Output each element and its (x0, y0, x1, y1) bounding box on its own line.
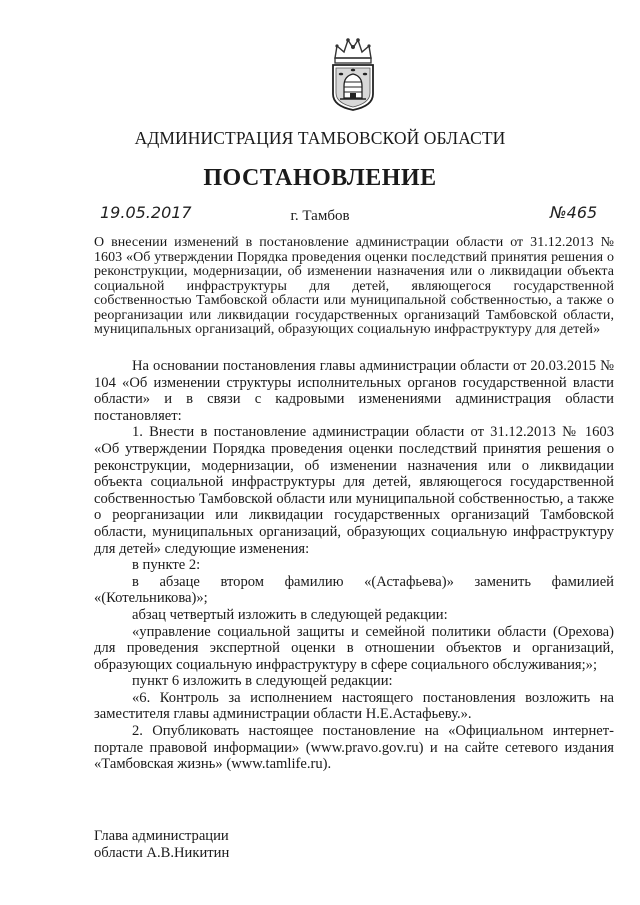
body-paragraph: На основании постановления главы администрации области от 20.03.2015 № 104 «Об изменении структуры исполнительных органов государственной власти области» и в связи с кадровыми изменениями администрация области постановляет: (94, 358, 614, 424)
document-subject (94, 236, 614, 338)
signature-name: области А.В.Никитин (94, 845, 230, 861)
tambov-coat-of-arms-emblem (327, 36, 379, 112)
document-type-title: ПОСТАНОВЛЕНИЕ (203, 165, 437, 191)
body-paragraph: «управление социальной защиты и семейной политики области (Орехова) для проведения экспертной оценки в отношении объектов и организаций, образующих социальную инфраструктуру в сфере социального обслуживания;»; (94, 623, 614, 673)
signature-title: Глава администрации (94, 828, 229, 844)
body-paragraph: в пункте 2: (132, 557, 201, 574)
body-paragraph: «6. Контроль за исполнением настоящего постановления возложить на заместителя главы администрации области Н.Е.Астафьеву.». (94, 689, 614, 723)
signature-block (94, 828, 229, 862)
body-paragraph: 2. Опубликовать настоящее постановление на «Официальном интернет-портале правовой информации» (www.pravo.gov.ru) и на сайте сетевого издания «Тамбовская жизнь» (www.tamlife.ru). (94, 723, 614, 773)
body-paragraph: 1. Внести в постановление администрации области от 31.12.2013 № 1603 «Об утверждении Порядка проведения оценки последствий принятия решения о реконструкции, модернизации, об изменении назначения или о ликвидации объекта социальной инфраструктуры для детей, являющегося государственной собственностью Тамбовской области или муниципальной собственностью, а также о реорганизации или ликвидации государственных организаций Тамбовской области, муниципальных организаций, образующих социальную инфраструктуру для детей» следующие изменения: (94, 424, 614, 557)
document-body (94, 358, 614, 773)
subject-text: О внесении изменений в постановление администрации области от 31.12.2013 № 1603 «Об утверждении Порядка проведения оценки последствий принятия решения о реконструкции, модернизации, об изменении назначения или о ликвидации объекта социальной инфраструктуры для детей, являющегося государственной собственностью Тамбовской области или муниципальной собственностью, а также о реорганизации или ликвидации государственных организаций Тамбовской области, муниципальных организаций, образующих социальную инфраструктуру для детей» (94, 235, 614, 337)
document-number: №465 (550, 203, 598, 222)
body-paragraph: абзац четвертый изложить в следующей редакции: (132, 606, 448, 623)
document-date: 19.05.2017 (100, 203, 192, 222)
document-city: г. Тамбов (290, 208, 350, 224)
body-paragraph: в абзаце втором фамилию «(Астафьева)» заменить фамилией «(Котельникова)»; (94, 573, 614, 607)
organization-name: АДМИНИСТРАЦИЯ ТАМБОВСКОЙ ОБЛАСТИ (134, 128, 506, 148)
body-paragraph: пункт 6 изложить в следующей редакции: (132, 673, 393, 690)
